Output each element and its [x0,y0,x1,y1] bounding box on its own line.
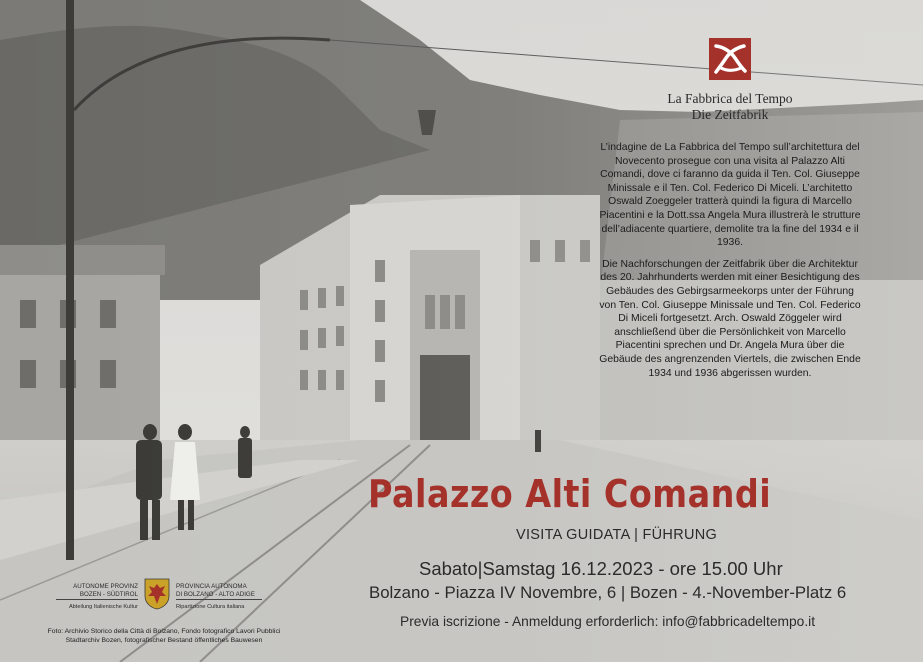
province-dept-de: Abteilung Italienische Kultur [68,604,138,610]
brand-name-de: Die Zeitfabrik [691,107,769,122]
intro-text [598,141,862,388]
photo-credit [14,627,314,645]
event-place: Bolzano - Piazza IV Novembre, 6 | Bozen - 4.-November-Platz 6 [369,583,847,602]
province-name-it: PROVINCIA AUTONOMA DI BOLZANO - ALTO ADIGE [176,583,255,598]
photo-credit-it: Foto: Archivio Storico della Città di Bolzano, Fondo fotografico Lavori Pubblici [47,628,281,635]
intro-paragraph-de: Die Nachforschungen der Zeitfabrik über die Architektur des 20. Jahrhunderts werden mit einer Besichtigung des Gebäudes des Gebirgsarmeekorps unter der Führung von Ten. Col. Giuseppe Minissale und Ten. Col. Federico Di Miceli fortgesetzt. Arch. Oswald Zöggeler wird anschließend über die Persönlichkeit von Marcello Piacentini sprechen und Dr. Angela Mura über die Gebäude des angrenzenden Viertels, die zwischen Ende 1934 und 1936 abgerissen wurden. [599,258,861,379]
event-registration: Previa iscrizione - Anmeldung erforderlich: info@fabbricadeltempo.it [400,614,816,629]
event-date: Sabato|Samstag 16.12.2023 - ore 15.00 Uhr [419,558,783,579]
province-logo [52,578,267,614]
eagle-coat-of-arms-icon [144,578,170,610]
fabbrica-del-tempo-logo [709,38,751,80]
event-title: Palazzo Alti Comandi [368,472,772,516]
intro-paragraph-it: L’indagine de La Fabbrica del Tempo sull’architettura del Novecento prosegue con una visita al Palazzo Alti Comandi, dove ci faranno da guida il Ten. Col. Giuseppe Minissale e il Ten. Col. Federico Di Miceli. L’architetto Oswald Zoeggeler tratterà quindi la figura di Marcello Piacentini e la Dott.ssa Angela Mura illustrerà le strutture dell’adiacente quartiere, demolite tra la fine del 1934 e il 1936. [599,142,861,249]
province-dept-it: Ripartizione Cultura italiana [176,604,245,610]
event-subtitle: VISITA GUIDATA | FÜHRUNG [516,527,718,543]
brand-name [600,91,860,123]
province-name-de: AUTONOME PROVINZ BOZEN - SÜDTIROL [73,583,138,598]
province-divider [176,599,262,600]
province-divider [56,599,138,600]
brand-name-it: La Fabbrica del Tempo [667,91,793,106]
photo-credit-de: Stadtarchiv Bozen, fotografischer Bestand öffentliches Bauwesen [65,637,263,644]
